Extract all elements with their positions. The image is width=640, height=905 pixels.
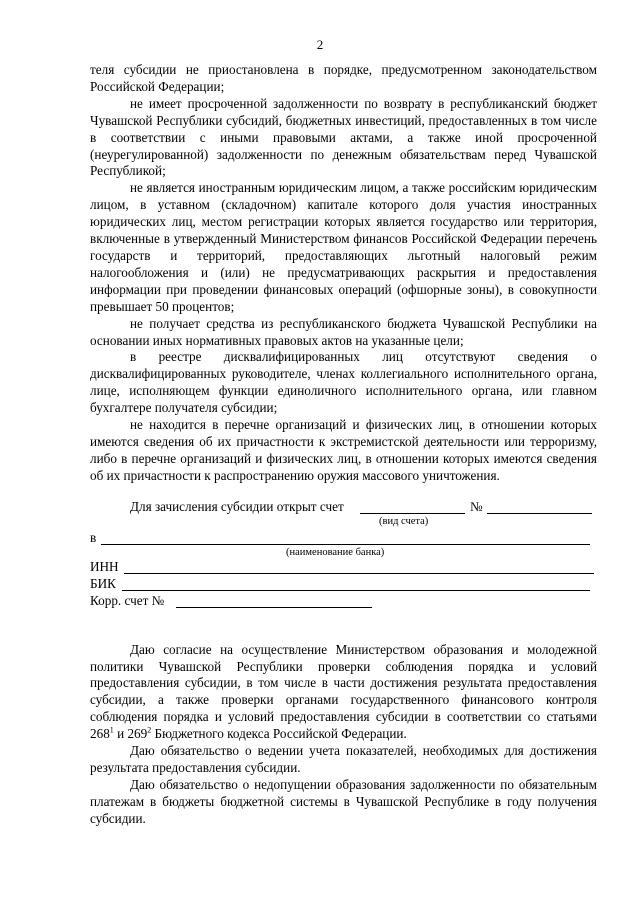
bank-line [90,530,597,547]
inn-field[interactable] [124,561,594,574]
paragraph-continuation: теля субсидии не приостановлена в порядке, предусмотренном законодательством Российской Федерации; [90,62,597,94]
bik-field[interactable] [122,578,590,591]
bank-caption-row [90,547,597,559]
paragraph-obligation-records: Даю обязательство о ведении учета показателей, необходимых для достижения результата предоставления субсидии. [90,743,597,775]
paragraph-no-debt: не имеет просроченной задолженности по возврату в республиканский бюджет Чувашской Республики субсидий, бюджетных инвестиций, предоставленных в том числе в соответствии с иными правовыми актами, а также иной просроченной (неурегулированной) задолженности по денежным обязательствам перед Чувашской Республикой; [90,95,597,179]
bank-prefix: в [90,529,97,545]
account-type-caption: (вид счета) [379,515,429,527]
consent-text: Даю согласие на осуществление Министерством образования и молодежной политики Чувашской Республики проверки соблюдения порядка и условий предоставления субсидии, в том числе в части достижения результата предоставления субсидии, а также проверки органами государственного финансового контроля соблюдения порядка и условий предоставления субсидии в соответствии со статьями [90,641,597,725]
article-268-sup: 1 [109,725,114,735]
inn-label: ИНН [90,558,119,574]
account-type-field[interactable] [360,501,465,514]
page-number: 2 [316,37,324,52]
bank-name-field[interactable] [101,532,590,545]
bank-caption: (наименование банка) [286,546,385,558]
corr-label: Корр. счет № [90,592,165,608]
corr-line [90,593,597,610]
document-body [90,62,597,828]
account-number-field[interactable] [487,501,592,514]
account-label: Для зачисления субсидии открыт счет [130,498,344,514]
consent-end: Бюджетного кодекса Российской Федерации. [154,726,407,742]
article-268: 268 [90,726,110,742]
corr-account-field[interactable] [176,595,372,608]
paragraph-extremism-list: не находится в перечне организаций и физических лиц, в отношении которых имеются сведения об их причастности к экстремистской деятельности или терроризму, либо в перечне организаций и физических лиц, в отношении которых имеются сведения об их причастности к распространению оружия массового уничтожения. [90,417,597,483]
article-269-sup: 2 [147,725,152,735]
paragraph-disqualified-registry: в реестре дисквалифицированных лиц отсутствуют сведения о дисквалифицированных руководителе, членах коллегиального исполнительного органа, лице, исполняющем функции единоличного исполнительного органа, или главном бухгалтере получателя субсидии; [90,349,597,416]
paragraph-not-foreign: не является иностранным юридическим лицом, а также российским юридическим лицом, в уставном (складочном) капитале которого доля участия иностранных юридических лиц, местом регистрации которых является государство или территория, включенные в утвержденный Министерством финансов Российской Федерации перечень государств и территорий, предоставляющих льготный налоговый режим налогообложения и (или) не предусматривающих раскрытия и предоставления информации при проведении финансовых операций (офшорные зоны), в совокупности превышает 50 процентов; [90,180,597,314]
article-269: 269 [127,726,148,742]
account-type-caption-row [90,516,597,528]
bik-line [90,576,597,593]
inn-line [90,559,597,576]
paragraph-consent [90,642,597,743]
paragraph-no-other-funds: не получает средства из республиканского бюджета Чувашской Республики на основании иных нормативных правовых актов на указанные цели; [90,315,597,348]
account-line [90,499,597,516]
bik-label: БИК [90,575,116,591]
conj-and: и [117,726,125,742]
number-sign: № [470,498,483,514]
paragraph-obligation-debt: Даю обязательство о недопущении образования задолженности по обязательным платежам в бюджеты бюджетной системы в Чувашской Республике в году получения субсидии. [90,776,597,826]
